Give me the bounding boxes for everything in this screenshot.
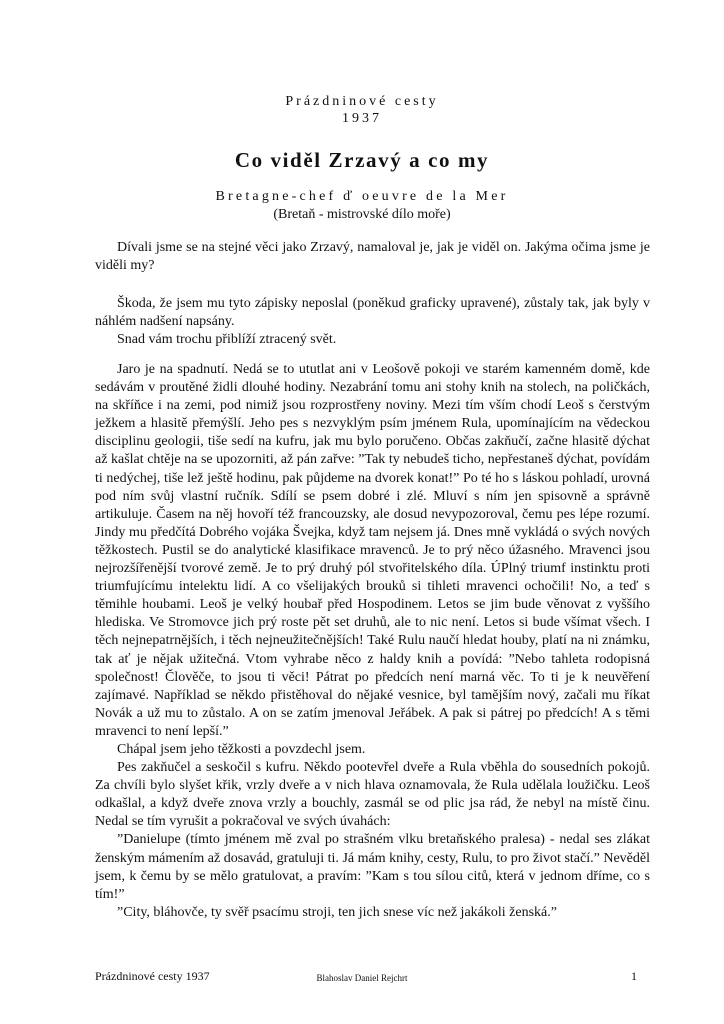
subtitle-czech: (Bretaň - mistrovské dílo moře) xyxy=(273,207,451,222)
series-title: Prázdninové cesty xyxy=(285,94,439,109)
paragraph: Snad vám trochu přiblíží ztracený svět. xyxy=(117,332,337,348)
chapter-title: Co viděl Zrzavý a co my xyxy=(234,148,490,172)
footer-author: Blahoslav Daniel Rejchrt xyxy=(316,973,408,983)
paragraph: Dívali jsme se na stejné věci jako Zrzavý, namaloval je, jak je viděl on. Jakýma očima jsme je viděli my? xyxy=(95,240,650,274)
paragraph: ”Danielupe (tímto jménem mě zval po strašném vlku bretaňského pralesa) - nedal ses zlákat ženským mámením až dosavád, gratuluji ti. Já mám knihy, cesty, Rulu, to pro život stačí.” Nevěděl jsem, k čemu by se mělo gratulovat, a pravím: ”Kam s tou sílou citů, která v jednom dříme, co s tím!” xyxy=(95,832,650,902)
paragraph: ”City, bláhovče, ty svěř psacímu stroji, ten jich snese víc než jakákoli ženská.” xyxy=(117,904,557,920)
paragraph: Škoda, že jsem mu tyto zápisky neposlal (poněkud graficky upravené), zůstaly tak, jak byly v náhlém nadšení napsány. xyxy=(95,296,650,330)
footer-book-title: Prázdninové cesty 1937 xyxy=(95,969,210,983)
subtitle-french: Bretagne-chef ď oeuvre de la Mer xyxy=(215,189,509,204)
paragraph: Chápal jsem jeho těžkosti a povzdechl jsem. xyxy=(117,741,366,757)
paragraph: Pes zakňučel a seskočil s kufru. Někdo pootevřel dveře a Rula vběhla do sousedních pokojů. Za chvíli bylo slyšet křik, vrzly dveře a v nich hlava oznamovala, že Rula udělala loužičku. Leoš odkašlal, a když dveře znova vrzly a bouchly, zasmál se od plic jsa rád, že nebyl na místě činu. Nedal se tím vyrušit a pokračoval ve svých úvahách: xyxy=(95,760,650,830)
series-year: 1937 xyxy=(342,111,382,126)
intro-paragraph-block xyxy=(95,239,650,275)
paragraph: Jaro je na spadnutí. Nedá se to ututlat ani v Leošově pokoji ve starém kamenném domě, kde sedávám v proutěné židli dlouhé hodiny. Nezabrání tomu ani stohy knih na stolech, na poličkách, na skříňce i na zemi, pod nimiž jsou rozprostřeny noviny. Mezi tím vším chodí Leoš s čerstvým ježkem a hlasitě přemýšlí. Jeho pes s nezvyklým psím jménem Rula, upomínajícím na vědeckou disciplinu geologii, tiše sedí na kufru, jak mu bylo poručeno. Občas zakňučí, začne hlasitě dýchat až kašlat chtěje na se upozorniti, až pán zařve: ”Tak ty nebudeš ticho, nepřestaneš dýchat, povídám ti nedýchej, tiše lež ještě hodinu, pak půjdeme na dvorek konat!” Po té ho s láskou pohladí, urovná pod ním svůj vlastní ručník. Sdílí se psem dobré i zlé. Mluví s ním jen spisovně a správně artikuluje. Časem na něj hovoří též francouzsky, ale dosud nevypozoroval, čemu pes lépe rozumí. Jindy mu předčítá Dobrého vojáka Švejka, když tam nejsem já. Dnes mně vykládá o svých nových těžkostech. Pustil se do analytické klasifikace mravenců. Je to prý něco úžasného. Mravenci jsou nejrozšířenější tvorové země. Je to prý druhý pól stvořitelského díla. ÚPlný triumf instinktu proti triumfujícímu intelektu lidí. A co všelijakých brouků si tihleti mravenci ochočili! No, a teď s těmihle houbami. Leoš je velký houbař před Hospodinem. Letos se jim bude věnovat z vyššího hlediska. Ve Stromovce jich prý roste pět set druhů, ale to nic není. Letos si bude všímat všech. I těch nejnepatrnějších, i těch nejneužitečnějších! Také Rulu naučí hledat houby, platí na ni známku, tak ať je nějak užitečná. Vtom vyhrabe něco z haldy knih a povídá: ”Nebo tahleta rodopisná společnost! Člověče, to jsou ti věci! Pátrat po předcích není marná věc. To ti je k neuvěření zajímavé. Například se někdo přistěhoval do nějaké vesnice, byl tamějším nový, začali mu říkat Novák a už mu to zůstalo. A on se zatím jmenoval Jeřábek. A pak si pátrej po předcích! A s těmi mravenci to není lepší.” xyxy=(95,362,650,739)
footer-page-number: 1 xyxy=(631,969,637,983)
story-paragraph-block xyxy=(95,361,650,922)
note-paragraph-block xyxy=(95,295,650,349)
